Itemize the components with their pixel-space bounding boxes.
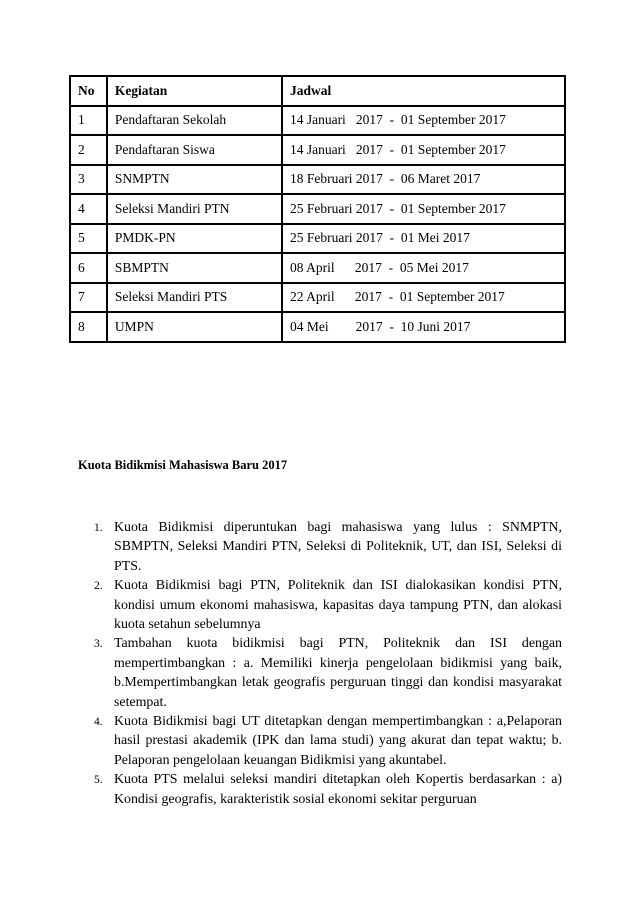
list-item [80,634,562,712]
table-row [70,283,565,313]
list-item-text: Kuota Bidikmisi bagi PTN, Politeknik dan ISI dialokasikan kondisi PTN, kondisi umum ekonomi mahasiswa, kapasitas daya tampung PTN, dan alokasi kuota setahun sebelumnya [114,578,562,633]
row-schedule: 04 Mei 2017 - 10 Juni 2017 [282,312,565,342]
row-activity: Pendaftaran Sekolah [107,106,282,136]
section-title: Kuota Bidikmisi Mahasiswa Baru 2017 [78,458,288,472]
row-activity: UMPN [107,312,282,342]
row-schedule: 08 April 2017 - 05 Mei 2017 [282,253,565,283]
table-row [70,253,565,283]
row-schedule: 25 Februari 2017 - 01 Mei 2017 [282,224,565,254]
row-no: 5 [70,224,107,254]
row-no: 2 [70,135,107,165]
list-item-number: 3. [94,638,103,651]
table-row [70,312,565,342]
row-activity: Pendaftaran Siswa [107,135,282,165]
list-item-number: 2. [94,580,103,593]
row-no: 7 [70,283,107,313]
list-item-text: Kuota Bidikmisi bagi UT ditetapkan dengan mempertimbangkan : a,Pelaporan hasil prestasi akademik (IPK dan lama studi) yang akurat dan tepat waktu; b. Pelaporan pengelolaan keuangan Bidikmisi yang akuntabel. [114,714,562,768]
list-item-text: Tambahan kuota bidikmisi bagi PTN, Politeknik dan ISI dengan mempertimbangkan : a. Memiliki kinerja pengelolaan bidikmisi yang baik, b.Mempertimbangkan letak geografis perguruan tinggi dan kondisi masyarakat setempat. [114,636,562,710]
list-item-text: Kuota Bidikmisi diperuntukan bagi mahasiswa yang lulus : SNMPTN, SBMPTN, Seleksi Mandiri PTN, Seleksi di Politeknik, UT, dan ISI, Seleksi di PTS. [114,520,562,574]
row-activity: SBMPTN [107,253,282,283]
list-item [80,770,562,809]
header-activity: Kegiatan [107,76,282,106]
header-schedule: Jadwal [282,76,565,106]
row-activity: Seleksi Mandiri PTS [107,283,282,313]
row-schedule: 14 Januari 2017 - 01 September 2017 [282,135,565,165]
list-item-number: 5. [94,774,103,787]
row-no: 4 [70,194,107,224]
row-activity: SNMPTN [107,165,282,195]
table-row [70,135,565,165]
row-no: 6 [70,253,107,283]
table-row [70,106,565,136]
list-item-number: 1. [94,522,103,534]
row-schedule: 14 Januari 2017 - 01 September 2017 [282,106,565,136]
list-item [80,712,562,770]
header-no: No [70,76,107,106]
row-activity: PMDK-PN [107,224,282,254]
schedule-table [69,75,566,343]
row-no: 1 [70,106,107,136]
quota-list [80,518,562,809]
row-schedule: 25 Februari 2017 - 01 September 2017 [282,194,565,224]
list-item [80,518,562,576]
table-row [70,165,565,195]
row-activity: Seleksi Mandiri PTN [107,194,282,224]
list-item [80,576,562,634]
table-header-row [70,76,565,106]
row-no: 3 [70,165,107,195]
table-row [70,224,565,254]
row-no: 8 [70,312,107,342]
list-item-text: Kuota PTS melalui seleksi mandiri ditetapkan oleh Kopertis berdasarkan : a) Kondisi geografis, karakteristik sosial ekonomi sekitar perguruan [114,772,562,807]
list-item-number: 4. [94,716,103,729]
row-schedule: 18 Februari 2017 - 06 Maret 2017 [282,165,565,195]
row-schedule: 22 April 2017 - 01 September 2017 [282,283,565,313]
table-row [70,194,565,224]
